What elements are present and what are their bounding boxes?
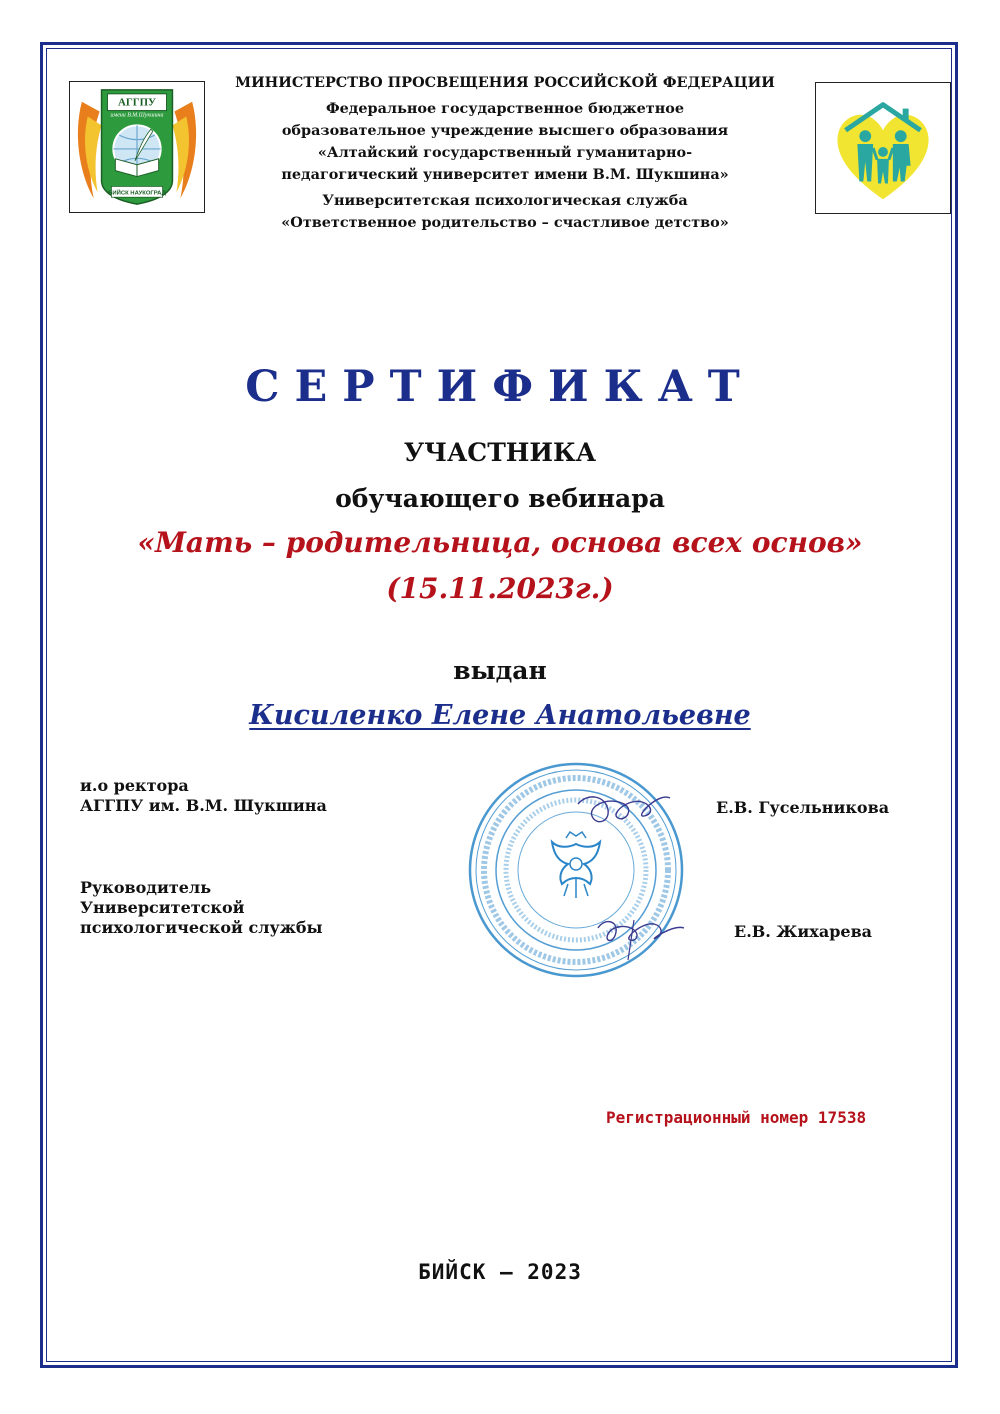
institution-line: Федеральное государственное бюджетное <box>325 100 685 117</box>
official-stamp-seal <box>458 752 698 988</box>
rector-name: Е.В. Гусельникова <box>716 798 890 817</box>
service-line: «Ответственное родительство – счастливое детство» <box>281 214 729 231</box>
family-heart-logo <box>815 82 951 214</box>
institution-line: педагогический университет имени В.М. Шукшина» <box>281 166 729 183</box>
head-position-line: Руководитель <box>80 878 212 897</box>
event-name: «Мать – родительница, основа всех основ» <box>137 526 863 559</box>
logo-sub-text: имени В.М.Шукшина <box>110 112 164 119</box>
footer-city-year: БИЙСК – 2023 <box>418 1260 582 1284</box>
recipient-name: Кисиленко Елене Анатольевне <box>249 700 751 731</box>
ministry-line: МИНИСТЕРСТВО ПРОСВЕЩЕНИЯ РОССИЙСКОЙ ФЕДЕРАЦИИ <box>235 74 775 91</box>
family-heart-icon <box>816 83 950 213</box>
university-emblem-icon <box>70 82 204 212</box>
certificate-subtitle-participant: УЧАСТНИКА <box>403 438 597 467</box>
head-position <box>80 878 323 938</box>
event-date: (15.11.2023г.) <box>386 572 614 605</box>
registration-number: Регистрационный номер 17538 <box>606 1108 867 1127</box>
head-position-line: Университетской <box>80 898 245 917</box>
university-emblem-logo <box>69 81 205 213</box>
rector-position <box>80 776 327 816</box>
institution-line: образовательное учреждение высшего образования <box>281 122 729 139</box>
head-name: Е.В. Жихарева <box>734 922 873 941</box>
logo-bottom-text: БИЙСК НАУКОГРАД <box>108 190 166 197</box>
rector-position-line: и.о ректора <box>80 776 189 795</box>
official-seal-icon <box>458 752 698 988</box>
service-line: Университетская психологическая служба <box>322 192 688 209</box>
institution-header <box>210 72 800 234</box>
logo-top-text: АГГПУ <box>118 96 156 109</box>
institution-line: «Алтайский государственный гуманитарно- <box>317 144 693 161</box>
certificate-title: СЕРТИФИКАТ <box>245 362 755 412</box>
certificate-subtitle-webinar: обучающего вебинара <box>335 484 665 513</box>
issued-label: выдан <box>453 656 547 685</box>
head-position-line: психологической службы <box>80 918 323 937</box>
rector-position-line: АГГПУ им. В.М. Шукшина <box>80 796 327 815</box>
